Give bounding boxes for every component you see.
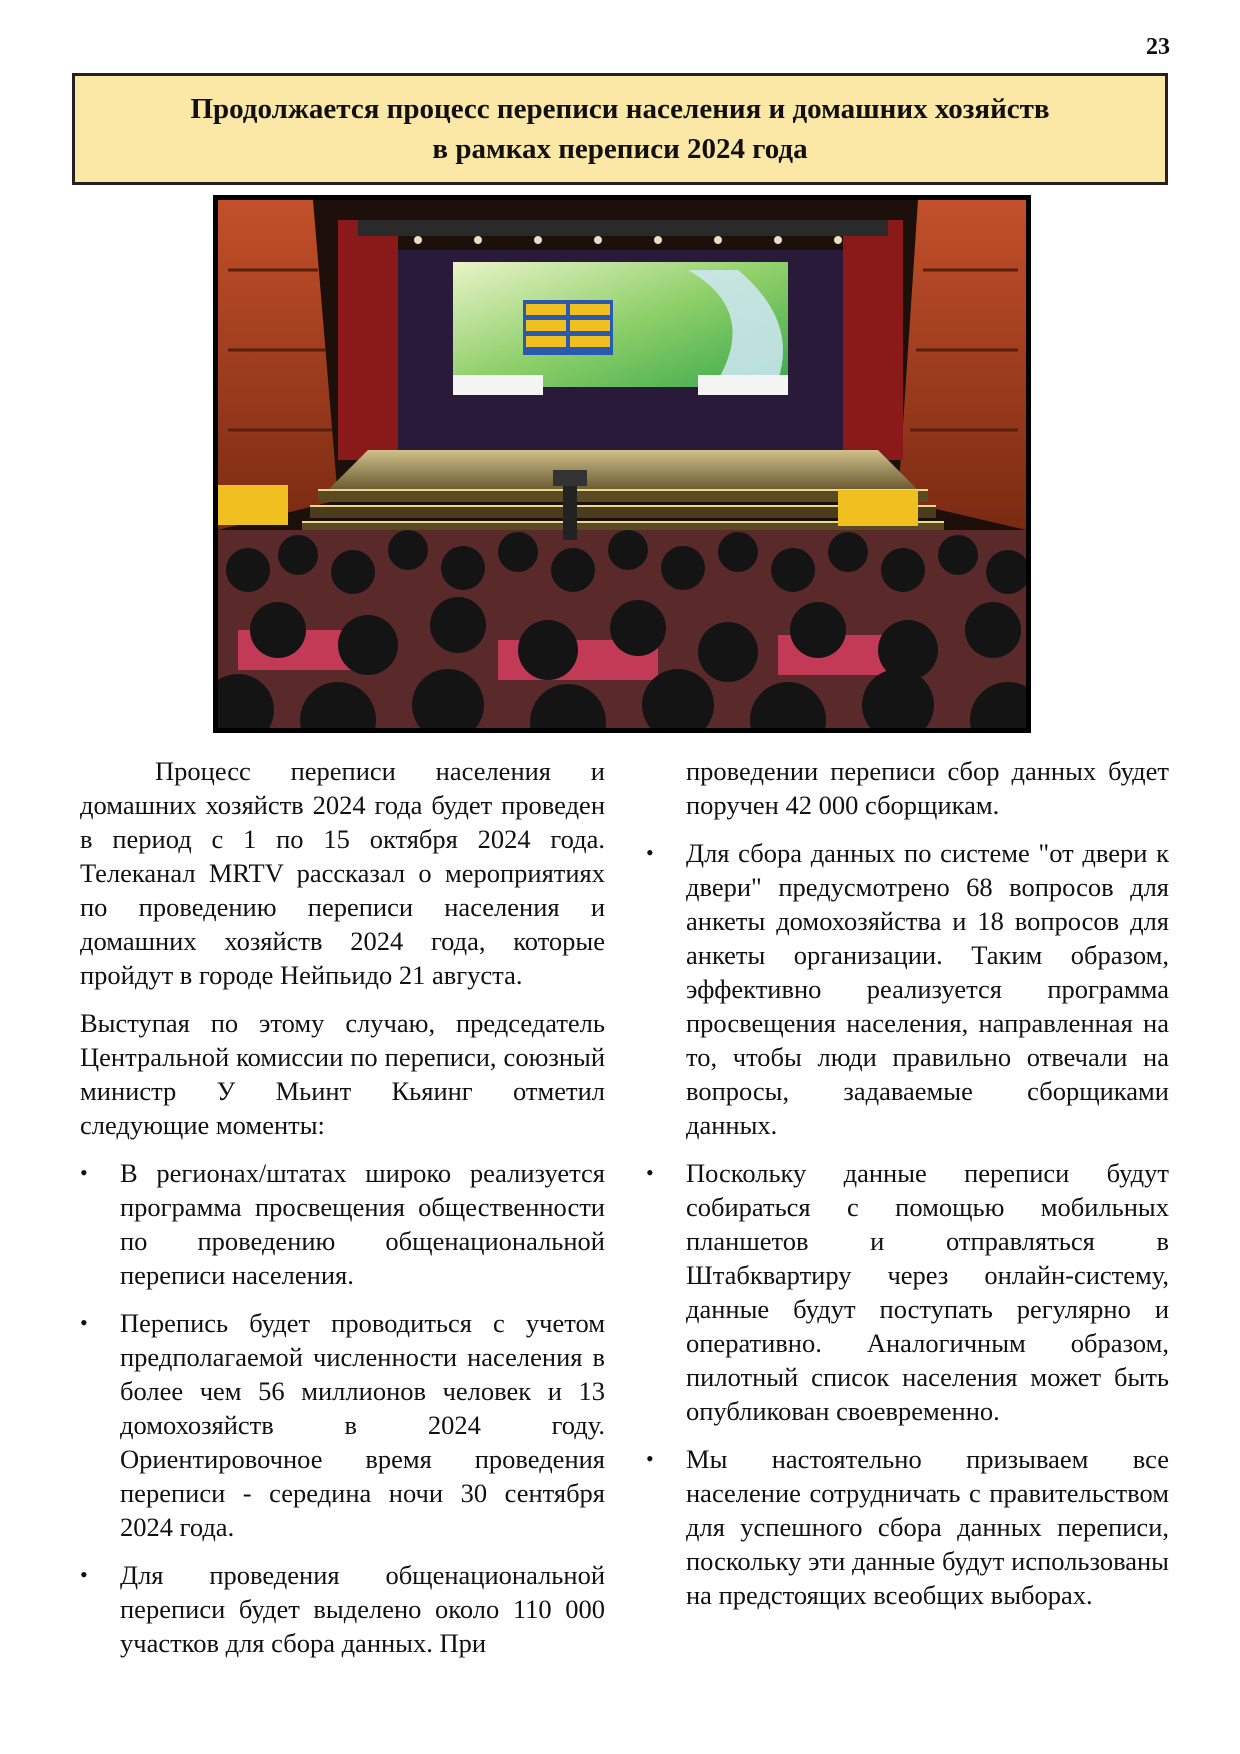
bullet-list-left (80, 1156, 605, 1660)
bullet-list-right (646, 836, 1169, 1612)
event-photo (213, 195, 1031, 733)
page-number: 23 (1146, 34, 1170, 60)
conference-hall-illustration (218, 200, 1026, 728)
paragraph-intro: Процесс переписи населения и домашних хозяйств 2024 года будет проведен в период с 1 по 15 октября 2024 года. Телеканал MRTV рассказал о мероприятиях по проведению переписи населения и домашних хозяйств 2024 года, которые пройдут в городе Нейпьидо 21 августа. (80, 756, 605, 990)
left-column (80, 754, 605, 1674)
list-item: • В регионах/штатах широко реализуется программа просвещения общественности по проведению общенациональной переписи населения. (80, 1156, 605, 1292)
right-column (646, 754, 1169, 1626)
list-item: • Мы настоятельно призываем все население сотрудничать с правительством для успешного сбора данных переписи, поскольку эти данные будут использованы на предстоящих всеобщих выборах. (646, 1442, 1169, 1612)
article-title-line-1: Продолжается процесс переписи населения и домашних хозяйств (190, 93, 1050, 125)
list-item: • Поскольку данные переписи будут собираться с помощью мобильных планшетов и отправляться в Штабквартиру через онлайн-систему, данные будут поступать регулярно и оперативно. Аналогичным образом, пилотный список населения может быть опубликован своевременно. (646, 1156, 1169, 1428)
list-item: • Для проведения общенациональной переписи будет выделено около 110 000 участков для сбора данных. При (80, 1558, 605, 1660)
list-item: • Для сбора данных по системе "от двери к двери" предусмотрено 68 вопросов для анкеты домохозяйства и 18 вопросов для анкеты организации. Таким образом, эффективно реализуется программа просвещения населения, направленная на то, чтобы люди правильно отвечали на вопросы, задаваемые сборщиками данных. (646, 836, 1169, 1142)
article-title-line-2: в рамках переписи 2024 года (432, 133, 808, 165)
paragraph-continuation: проведении переписи сбор данных будет поручен 42 000 сборщикам. (686, 756, 1169, 820)
list-item: • Перепись будет проводиться с учетом предполагаемой численности населения в более чем 56 миллионов человек и 13 домохозяйств в 2024 году. Ориентировочное время проведения переписи - середина ночи 30 сентября 2024 года. (80, 1306, 605, 1544)
article-title-banner (72, 73, 1168, 185)
paragraph-speech: Выступая по этому случаю, председатель Центральной комиссии по переписи, союзный министр У Мьинт Кьяинг отметил следующие моменты: (80, 1008, 605, 1140)
